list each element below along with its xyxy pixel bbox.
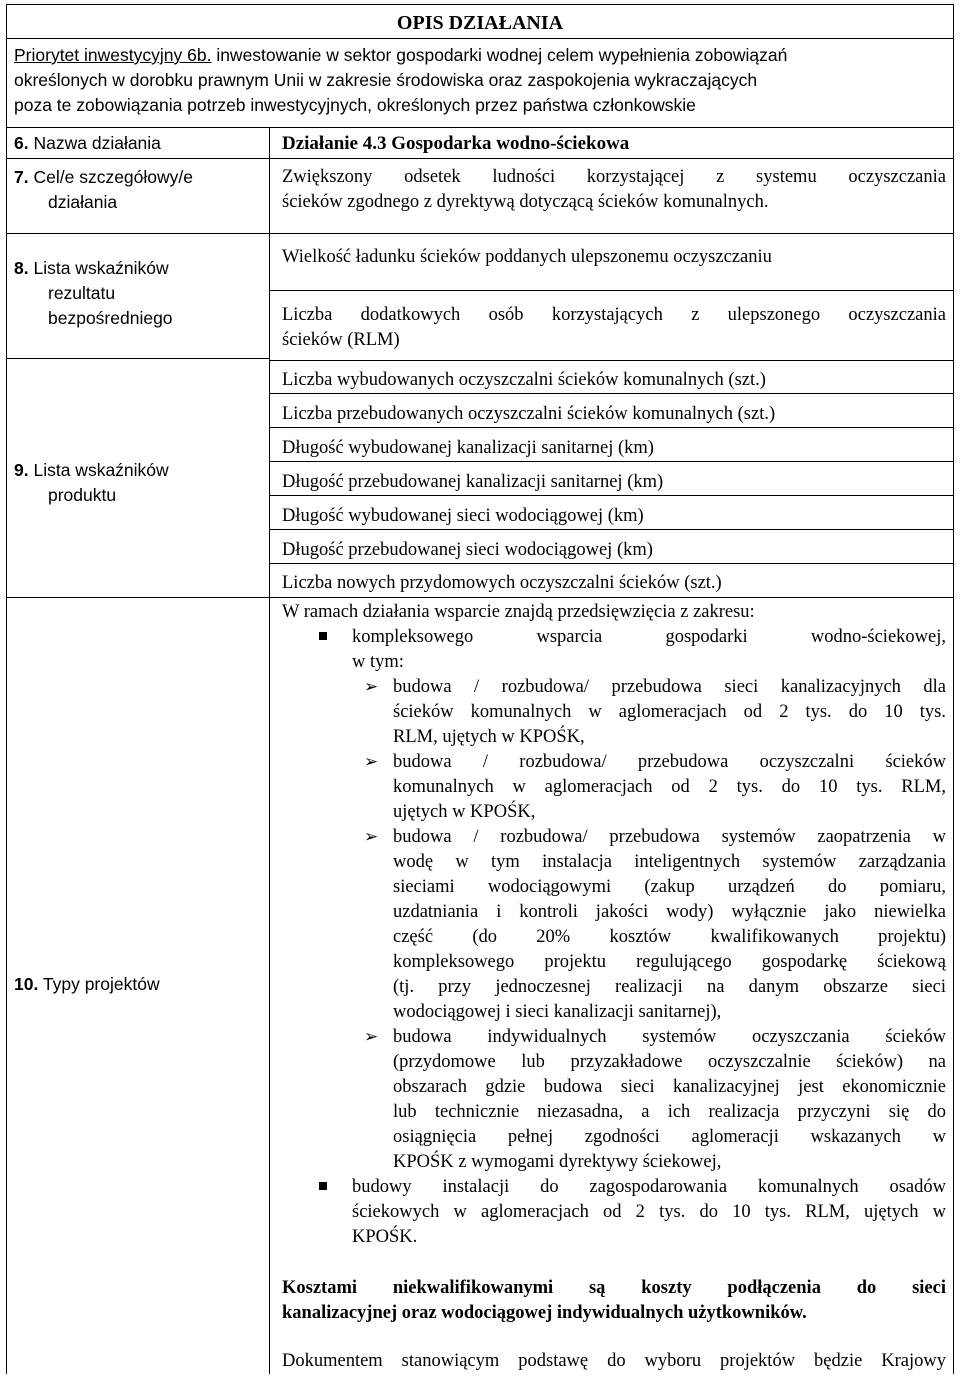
bullet2-line-2: ściekowych w aglomeracjach od 2 tys. do 10 tys. RLM, ujętych w — [352, 1202, 946, 1222]
row9-line-4 — [269, 495, 954, 496]
row10-label — [14, 972, 160, 997]
bullet2-line-1: budowy instalacji do zagospodarowania komunalnych osadów — [352, 1177, 946, 1197]
table-border-left — [6, 4, 7, 1374]
sub3-line-2: wodę w tym instalacja inteligentnych systemów zarządzania — [393, 852, 946, 872]
priority-line-3: poza te zobowiązania potrzeb inwestycyjnych, określonych przez państwa członkowskie — [14, 95, 696, 115]
sub4-line-4: lub technicznie niezasadna, a ich realizacja przyczyni się do — [393, 1102, 946, 1122]
row9-line-1 — [269, 393, 954, 394]
sub3-line-4: uzdatniania i kontroli jakości wody) wyłącznie jako niewielka — [393, 902, 946, 922]
document-title: OPIS DZIAŁANIA — [396, 12, 564, 34]
arrow-bullet-icon: ➢ — [364, 1027, 379, 1047]
arrow-bullet-icon: ➢ — [364, 677, 379, 697]
action-name: Działanie 4.3 Gospodarka wodno-ściekowa — [282, 133, 630, 154]
sub4-line-1: budowa indywidualnych systemów oczyszczania ścieków — [393, 1027, 946, 1047]
ineligible-costs-line-2: kanalizacyjnej oraz wodociągowej indywidualnych użytkowników. — [282, 1303, 807, 1323]
project-types-intro: W ramach działania wsparcie znajdą przedsięwzięcia z zakresu: — [282, 602, 755, 622]
sub3-line-6: kompleksowego projektu regulującego gospodarkę ściekową — [393, 952, 946, 972]
sub3-line-7: (tj. przy jednoczesnej realizacji na danym obszarze sieci — [393, 977, 946, 997]
row10-number: 10. — [14, 974, 39, 994]
sub1-line-1: budowa / rozbudowa/ przebudowa sieci kanalizacyjnych dla — [393, 677, 946, 697]
row9-label-2: produktu — [48, 485, 117, 505]
square-bullet-icon — [319, 1182, 327, 1190]
specific-objective-line-2: ścieków zgodnego z dyrektywą dotyczącą ścieków komunalnych. — [282, 192, 769, 212]
product-indicator: Liczba wybudowanych oczyszczalni ścieków komunalnych (szt.) — [282, 370, 766, 390]
result-indicator-2-line-2: ścieków (RLM) — [282, 330, 400, 350]
row8-label-1 — [14, 256, 169, 281]
bullet1-line-1: kompleksowego wsparcia gospodarki wodno-ściekowej, — [352, 627, 946, 647]
row6-label-text: Nazwa działania — [33, 133, 161, 153]
priority-divider — [6, 127, 954, 128]
result-indicator-2-line-1: Liczba dodatkowych osób korzystających z ulepszonego oczyszczania — [282, 305, 946, 325]
sub4-line-3: obszarach gdzie budowa sieci kanalizacyjnej jest ekonomicznie — [393, 1077, 946, 1097]
sub1-line-2: ścieków komunalnych w aglomeracjach od 2 tys. do 10 tys. — [393, 702, 946, 722]
row6-divider — [6, 158, 954, 159]
document-page — [6, 4, 954, 1376]
sub3-line-5: część (do 20% kosztów kwalifikowanych projektu) — [393, 927, 946, 947]
priority-line-2: określonych w dorobku prawnym Unii w zakresie środowiska oraz zaspokojenia wykraczających — [14, 70, 758, 90]
row9-label-1 — [14, 458, 169, 483]
specific-objective-line-1: Zwiększony odsetek ludności korzystającej z systemu oczyszczania — [282, 167, 946, 187]
row8-divider-right — [269, 360, 954, 361]
sub2-line-3: ujętych w KPOŚK, — [393, 802, 536, 822]
sub3-line-3: sieciami wodociągowymi (zakup urządzeń do pomiaru, — [393, 877, 946, 897]
row6-label — [14, 131, 161, 156]
row6-number: 6. — [14, 133, 29, 153]
row8-divider-mid — [269, 290, 954, 291]
sub3-line-1: budowa / rozbudowa/ przebudowa systemów zaopatrzenia w — [393, 827, 946, 847]
product-indicator: Długość przebudowanej kanalizacji sanitarnej (km) — [282, 472, 664, 492]
row10-label-text: Typy projektów — [42, 974, 160, 994]
bullet1-line-2: w tym: — [352, 652, 404, 672]
priority-line-1 — [14, 43, 787, 68]
row7-divider — [6, 233, 954, 234]
product-indicator: Długość wybudowanej kanalizacji sanitarnej (km) — [282, 438, 654, 458]
column-divider — [269, 127, 270, 1374]
sub4-line-5: osiągnięcia pełnej zgodności aglomeracji wskazanych w — [393, 1127, 946, 1147]
priority-label: Priorytet inwestycyjny 6b. — [14, 45, 212, 65]
row9-number: 9. — [14, 460, 29, 480]
row9-line-3 — [269, 461, 954, 462]
sub2-line-1: budowa / rozbudowa/ przebudowa oczyszczalni ścieków — [393, 752, 946, 772]
title-divider — [6, 38, 954, 39]
sub4-line-6: KPOŚK z wymogami dyrektywy ściekowej, — [393, 1152, 722, 1172]
row7-label-text-1: Cel/e szczegółowy/e — [33, 167, 194, 187]
bullet2-line-3: KPOŚK. — [352, 1227, 418, 1247]
row7-number: 7. — [14, 167, 29, 187]
row9-line-2 — [269, 427, 954, 428]
sub1-line-3: RLM, ujętych w KPOŚK, — [393, 727, 585, 747]
row9-line-6 — [269, 563, 954, 564]
table-border-right — [953, 4, 954, 1374]
arrow-bullet-icon: ➢ — [364, 752, 379, 772]
result-indicator-1: Wielkość ładunku ścieków poddanych ulepszonemu oczyszczaniu — [282, 247, 772, 267]
product-indicator: Liczba przebudowanych oczyszczalni ścieków komunalnych (szt.) — [282, 404, 776, 424]
row8-label-text-1: Lista wskaźników — [33, 258, 169, 278]
row8-number: 8. — [14, 258, 29, 278]
row7-label-1 — [14, 165, 193, 190]
square-bullet-icon — [319, 632, 327, 640]
table-border-top — [6, 4, 954, 5]
row8-label-3: bezpośredniego — [48, 308, 173, 328]
sub4-line-2: (przydomowe lub przyzakładowe oczyszczalnie ścieków) na — [393, 1052, 946, 1072]
arrow-bullet-icon: ➢ — [364, 827, 379, 847]
selection-document-line: Dokumentem stanowiącym podstawę do wyboru projektów będzie Krajowy — [282, 1351, 946, 1371]
sub3-line-8: wodociągowej i sieci kanalizacji sanitarnej), — [393, 1002, 722, 1022]
row8-label-2: rezultatu — [48, 283, 116, 303]
priority-text-1: inwestowanie w sektor gospodarki wodnej celem wypełnienia zobowiązań — [216, 45, 788, 65]
row9-divider — [6, 597, 954, 598]
product-indicator: Długość wybudowanej sieci wodociągowej (km) — [282, 506, 644, 526]
product-indicator: Długość przebudowanej sieci wodociągowej (km) — [282, 540, 653, 560]
row9-line-5 — [269, 529, 954, 530]
sub2-line-2: komunalnych w aglomeracjach od 2 tys. do 10 tys. RLM, — [393, 777, 946, 797]
row9-label-text-1: Lista wskaźników — [33, 460, 169, 480]
ineligible-costs-line-1: Kosztami niekwalifikowanymi są koszty podłączenia do sieci — [282, 1278, 946, 1298]
row8-divider-left — [6, 358, 269, 359]
row7-label-2: działania — [48, 192, 118, 212]
product-indicator: Liczba nowych przydomowych oczyszczalni ścieków (szt.) — [282, 573, 722, 593]
